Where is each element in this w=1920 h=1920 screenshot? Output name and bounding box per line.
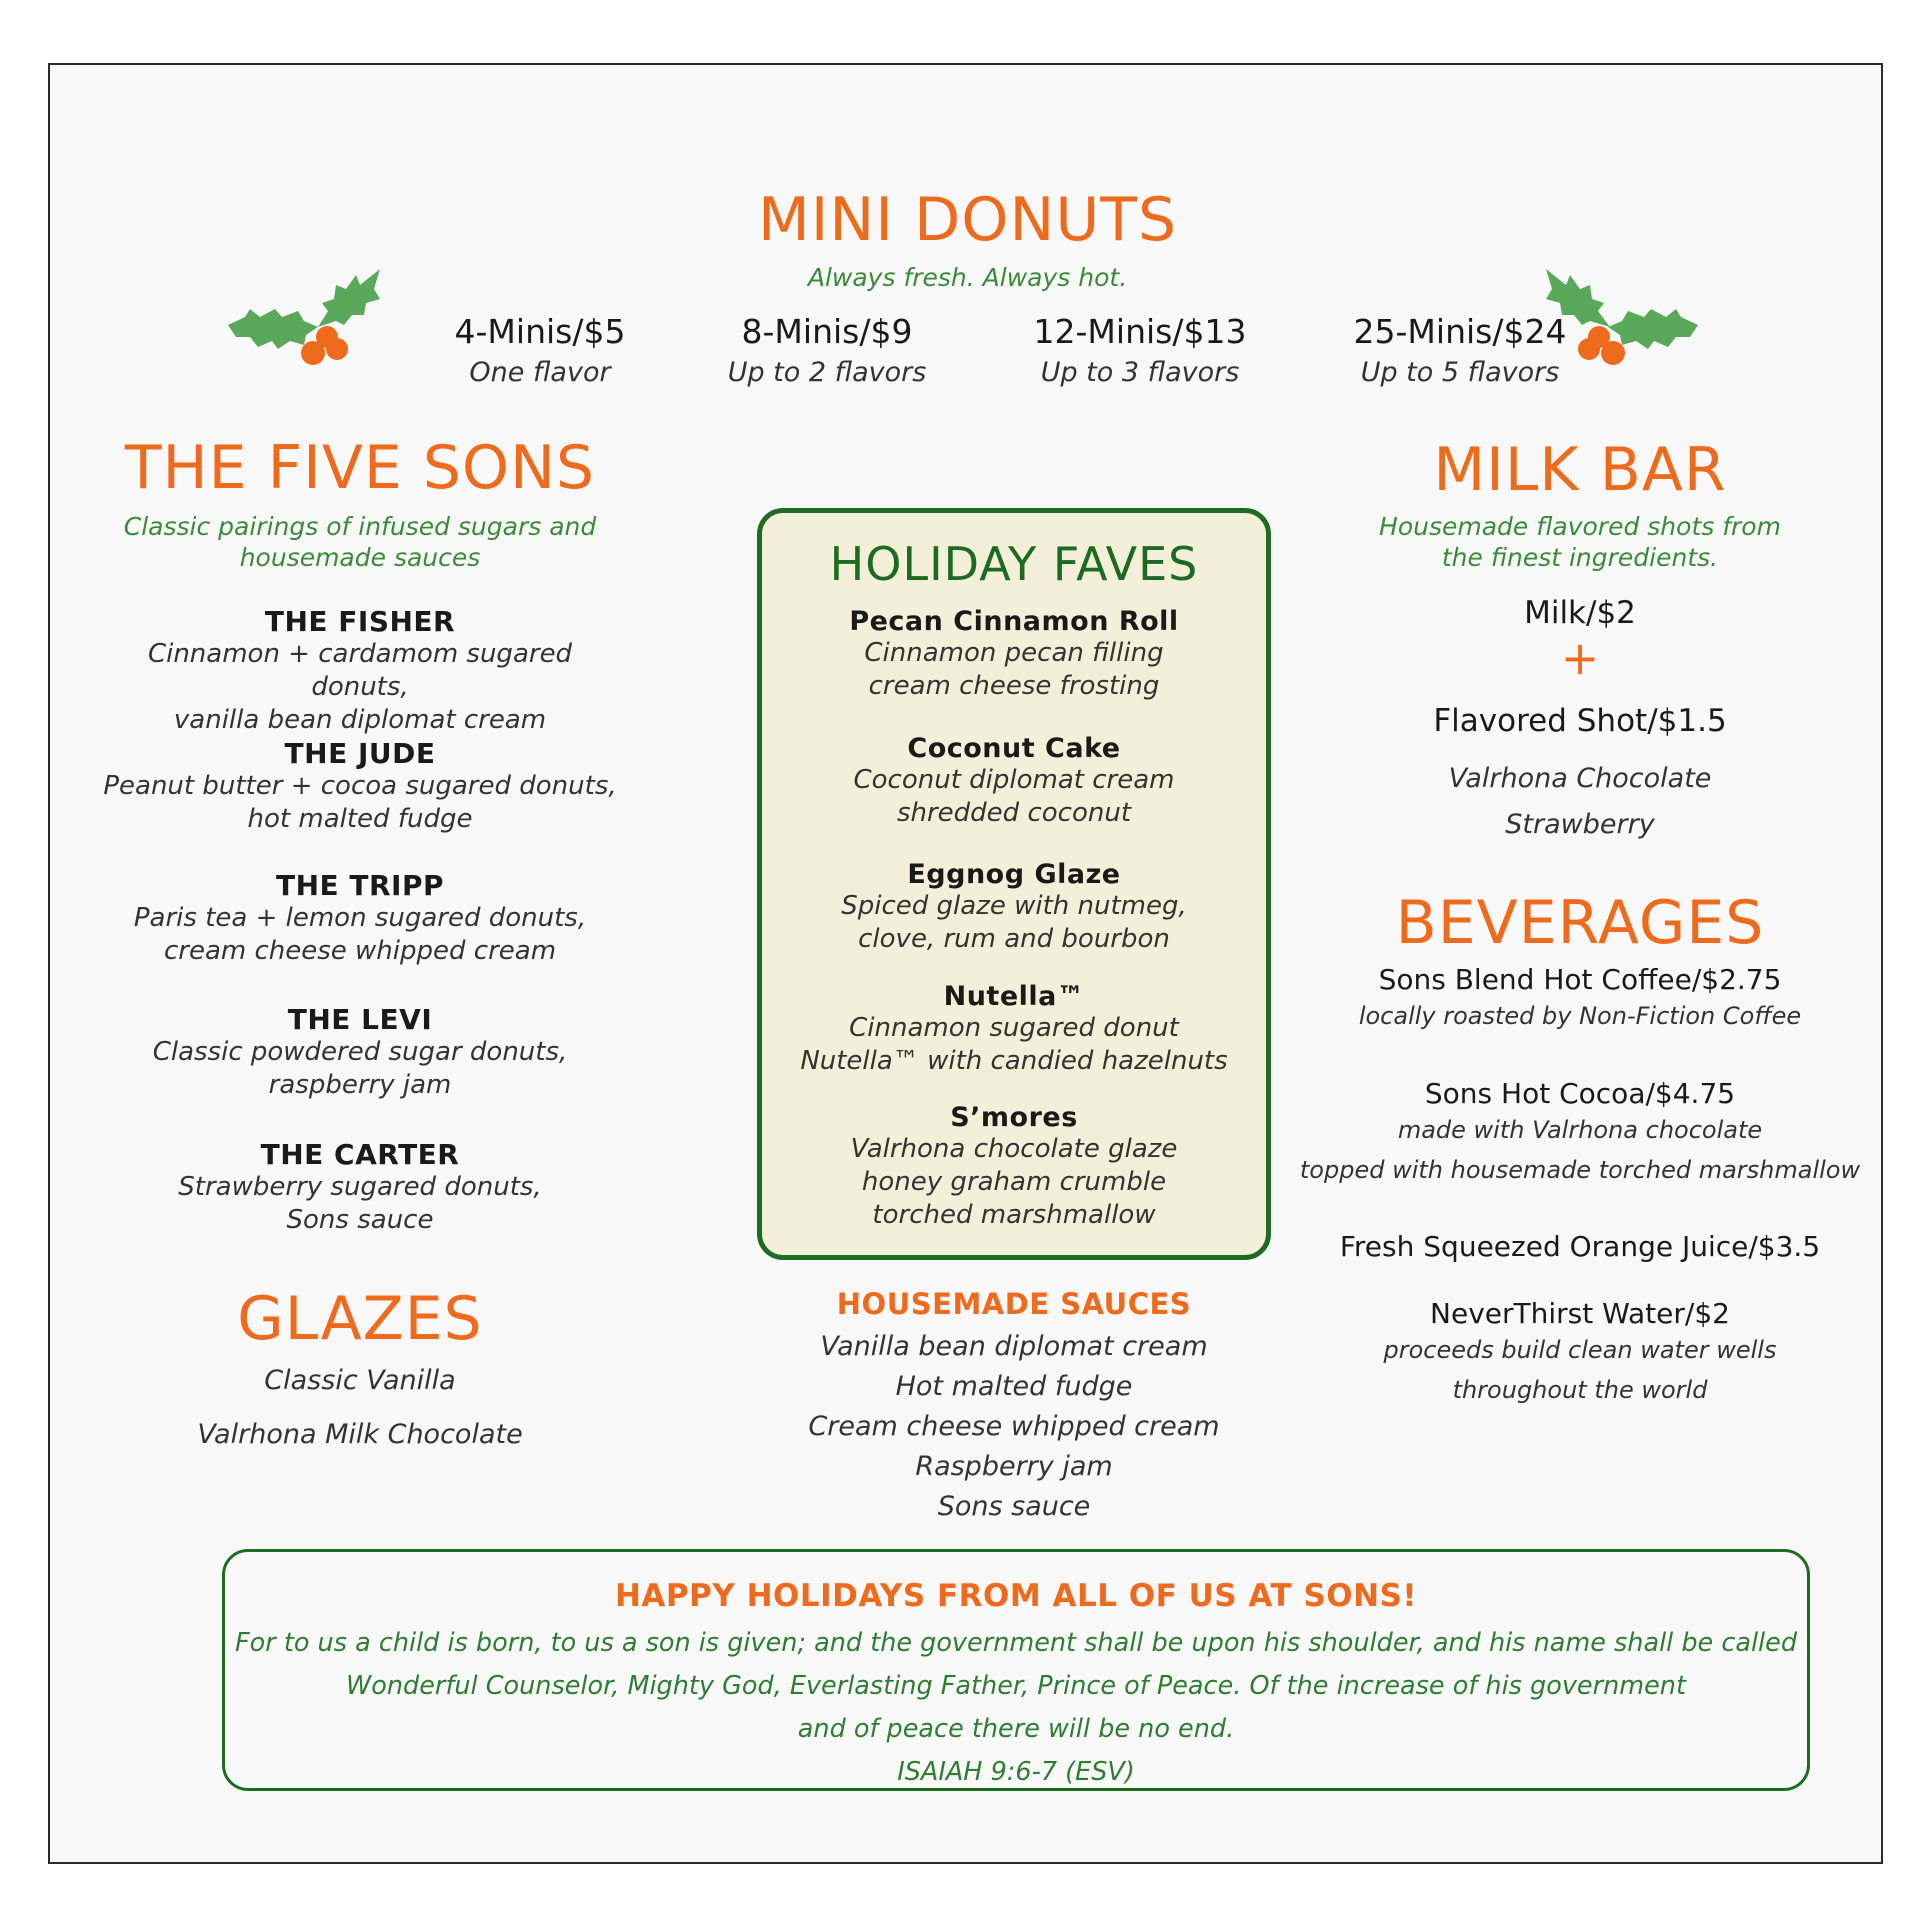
scripture-line: and of peace there will be no end. (797, 1714, 1235, 1744)
beverages-title: BEVERAGES (1395, 888, 1765, 958)
mini-donuts-tagline: Always fresh. Always hot. (807, 263, 1128, 292)
mini-option-price: 25-Minis/$24 (1353, 312, 1567, 351)
five-sons-item (100, 869, 620, 968)
mini-option-price: 8-Minis/$9 (741, 312, 913, 351)
mini-option-price: 4-Minis/$5 (454, 312, 626, 351)
beverage-item (1290, 1230, 1870, 1263)
item-description: Sons sauce (286, 1205, 434, 1235)
menu-board (48, 63, 1883, 1864)
beverage-name: Sons Blend Hot Coffee/$2.75 (1378, 963, 1782, 996)
beverage-name: NeverThirst Water/$2 (1430, 1297, 1730, 1330)
beverage-item (1290, 963, 1870, 1036)
holiday-faves-box (757, 508, 1271, 1260)
holiday-fave-item (762, 733, 1266, 830)
beverage-note: locally roasted by Non-Fiction Coffee (1358, 1002, 1802, 1030)
item-description: torched marshmallow (872, 1200, 1156, 1230)
milk-bar-subtitle: the finest ingredients. (1441, 543, 1719, 572)
item-description: Strawberry sugared donuts, (178, 1172, 542, 1202)
milk-bar-subtitle: Housemade flavored shots from (1379, 512, 1781, 541)
holiday-message-box (222, 1549, 1810, 1791)
five-sons-subtitle: Classic pairings of infused sugars and (123, 512, 597, 541)
item-name: Pecan Cinnamon Roll (849, 606, 1179, 637)
beverage-note: throughout the world (1452, 1376, 1708, 1404)
holly-icon (220, 265, 400, 395)
beverage-item (1290, 1077, 1870, 1190)
holiday-fave-item (762, 1102, 1266, 1232)
plus-icon: + (1560, 631, 1600, 685)
glaze-item: Classic Vanilla (264, 1365, 456, 1396)
item-name: THE CARTER (260, 1138, 460, 1171)
five-sons-item (100, 605, 620, 737)
five-sons-item (100, 1138, 620, 1237)
item-description: Nutella™ with candied hazelnuts (800, 1046, 1228, 1076)
beverage-note: proceeds build clean water wells (1383, 1336, 1777, 1364)
mini-option-flavors: Up to 5 flavors (1360, 357, 1560, 388)
mini-option-flavors: Up to 2 flavors (727, 357, 927, 388)
beverage-item (1290, 1297, 1870, 1410)
item-description: cream cheese frosting (868, 671, 1160, 701)
scripture-line: For to us a child is born, to us a son is given; and the government shall be upon his shoulder, and his name shall be called (234, 1628, 1798, 1658)
item-name: THE FISHER (264, 605, 456, 638)
sauce-item: Vanilla bean diplomat cream (820, 1331, 1208, 1362)
item-description: honey graham crumble (861, 1167, 1167, 1197)
scripture-quote (225, 1622, 1807, 1794)
sauces-title: HOUSEMADE SAUCES (836, 1287, 1192, 1321)
mini-option-flavors: One flavor (469, 357, 611, 388)
item-description: Spiced glaze with nutmeg, (841, 891, 1187, 921)
flavored-shot-price: Flavored Shot/$1.5 (1433, 703, 1727, 739)
holiday-fave-item (762, 981, 1266, 1078)
milk-price: Milk/$2 (1524, 595, 1636, 631)
item-name: S’mores (950, 1102, 1078, 1133)
milk-bar-title: MILK BAR (1433, 435, 1727, 505)
sauce-item: Raspberry jam (915, 1451, 1113, 1482)
five-sons-subtitle: housemade sauces (239, 543, 481, 572)
shot-flavor: Valrhona Chocolate (1448, 763, 1712, 794)
holiday-message-title: HAPPY HOLIDAYS FROM ALL OF US AT SONS! (614, 1578, 1418, 1614)
holiday-fave-item (762, 859, 1266, 956)
item-description: shredded coconut (896, 798, 1132, 828)
holiday-faves-title: HOLIDAY FAVES (829, 537, 1199, 591)
mini-option-price: 12-Minis/$13 (1033, 312, 1247, 351)
item-description: cream cheese whipped cream (163, 936, 557, 966)
item-description: Peanut butter + cocoa sugared donuts, (103, 771, 617, 801)
item-name: Coconut Cake (907, 733, 1121, 764)
item-name: THE TRIPP (275, 869, 445, 902)
item-name: Eggnog Glaze (907, 859, 1121, 890)
sauce-item: Sons sauce (937, 1491, 1091, 1522)
beverage-name: Fresh Squeezed Orange Juice/$3.5 (1339, 1230, 1821, 1263)
shot-flavor: Strawberry (1505, 809, 1655, 840)
item-description: Paris tea + lemon sugared donuts, (133, 903, 587, 933)
item-name: THE LEVI (287, 1003, 433, 1036)
beverage-note: topped with housemade torched marshmallow (1299, 1156, 1861, 1184)
sauces-list (757, 1327, 1271, 1527)
scripture-line: Wonderful Counselor, Mighty God, Everlasting Father, Prince of Peace. Of the increase of his government (346, 1671, 1686, 1701)
item-description: Valrhona chocolate glaze (850, 1134, 1178, 1164)
item-description: Cinnamon sugared donut (849, 1013, 1179, 1043)
item-name: Nutella™ (943, 981, 1085, 1012)
five-sons-title: THE FIVE SONS (124, 433, 596, 503)
scripture-reference: ISAIAH 9:6-7 (ESV) (897, 1757, 1135, 1787)
item-description: Cinnamon pecan filling (864, 638, 1164, 668)
item-description: vanilla bean diplomat cream (173, 705, 547, 735)
glazes-title: GLAZES (237, 1284, 483, 1354)
five-sons-item (100, 737, 620, 836)
sauce-item: Hot malted fudge (895, 1371, 1133, 1402)
item-description: raspberry jam (268, 1070, 452, 1100)
holiday-fave-item (762, 606, 1266, 703)
five-sons-item (100, 1003, 620, 1102)
item-description: hot malted fudge (247, 804, 473, 834)
mini-option-flavors: Up to 3 flavors (1040, 357, 1240, 388)
item-description: Cinnamon + cardamom sugared donuts, (147, 639, 573, 702)
beverage-name: Sons Hot Cocoa/$4.75 (1424, 1077, 1736, 1110)
glaze-item: Valrhona Milk Chocolate (197, 1419, 523, 1450)
mini-donuts-title: MINI DONUTS (757, 185, 1178, 255)
beverage-note: made with Valrhona chocolate (1397, 1116, 1763, 1144)
item-description: Coconut diplomat cream (853, 765, 1175, 795)
item-description: clove, rum and bourbon (858, 924, 1170, 954)
item-name: THE JUDE (284, 737, 436, 770)
item-description: Classic powdered sugar donuts, (152, 1037, 568, 1067)
sauce-item: Cream cheese whipped cream (808, 1411, 1220, 1442)
